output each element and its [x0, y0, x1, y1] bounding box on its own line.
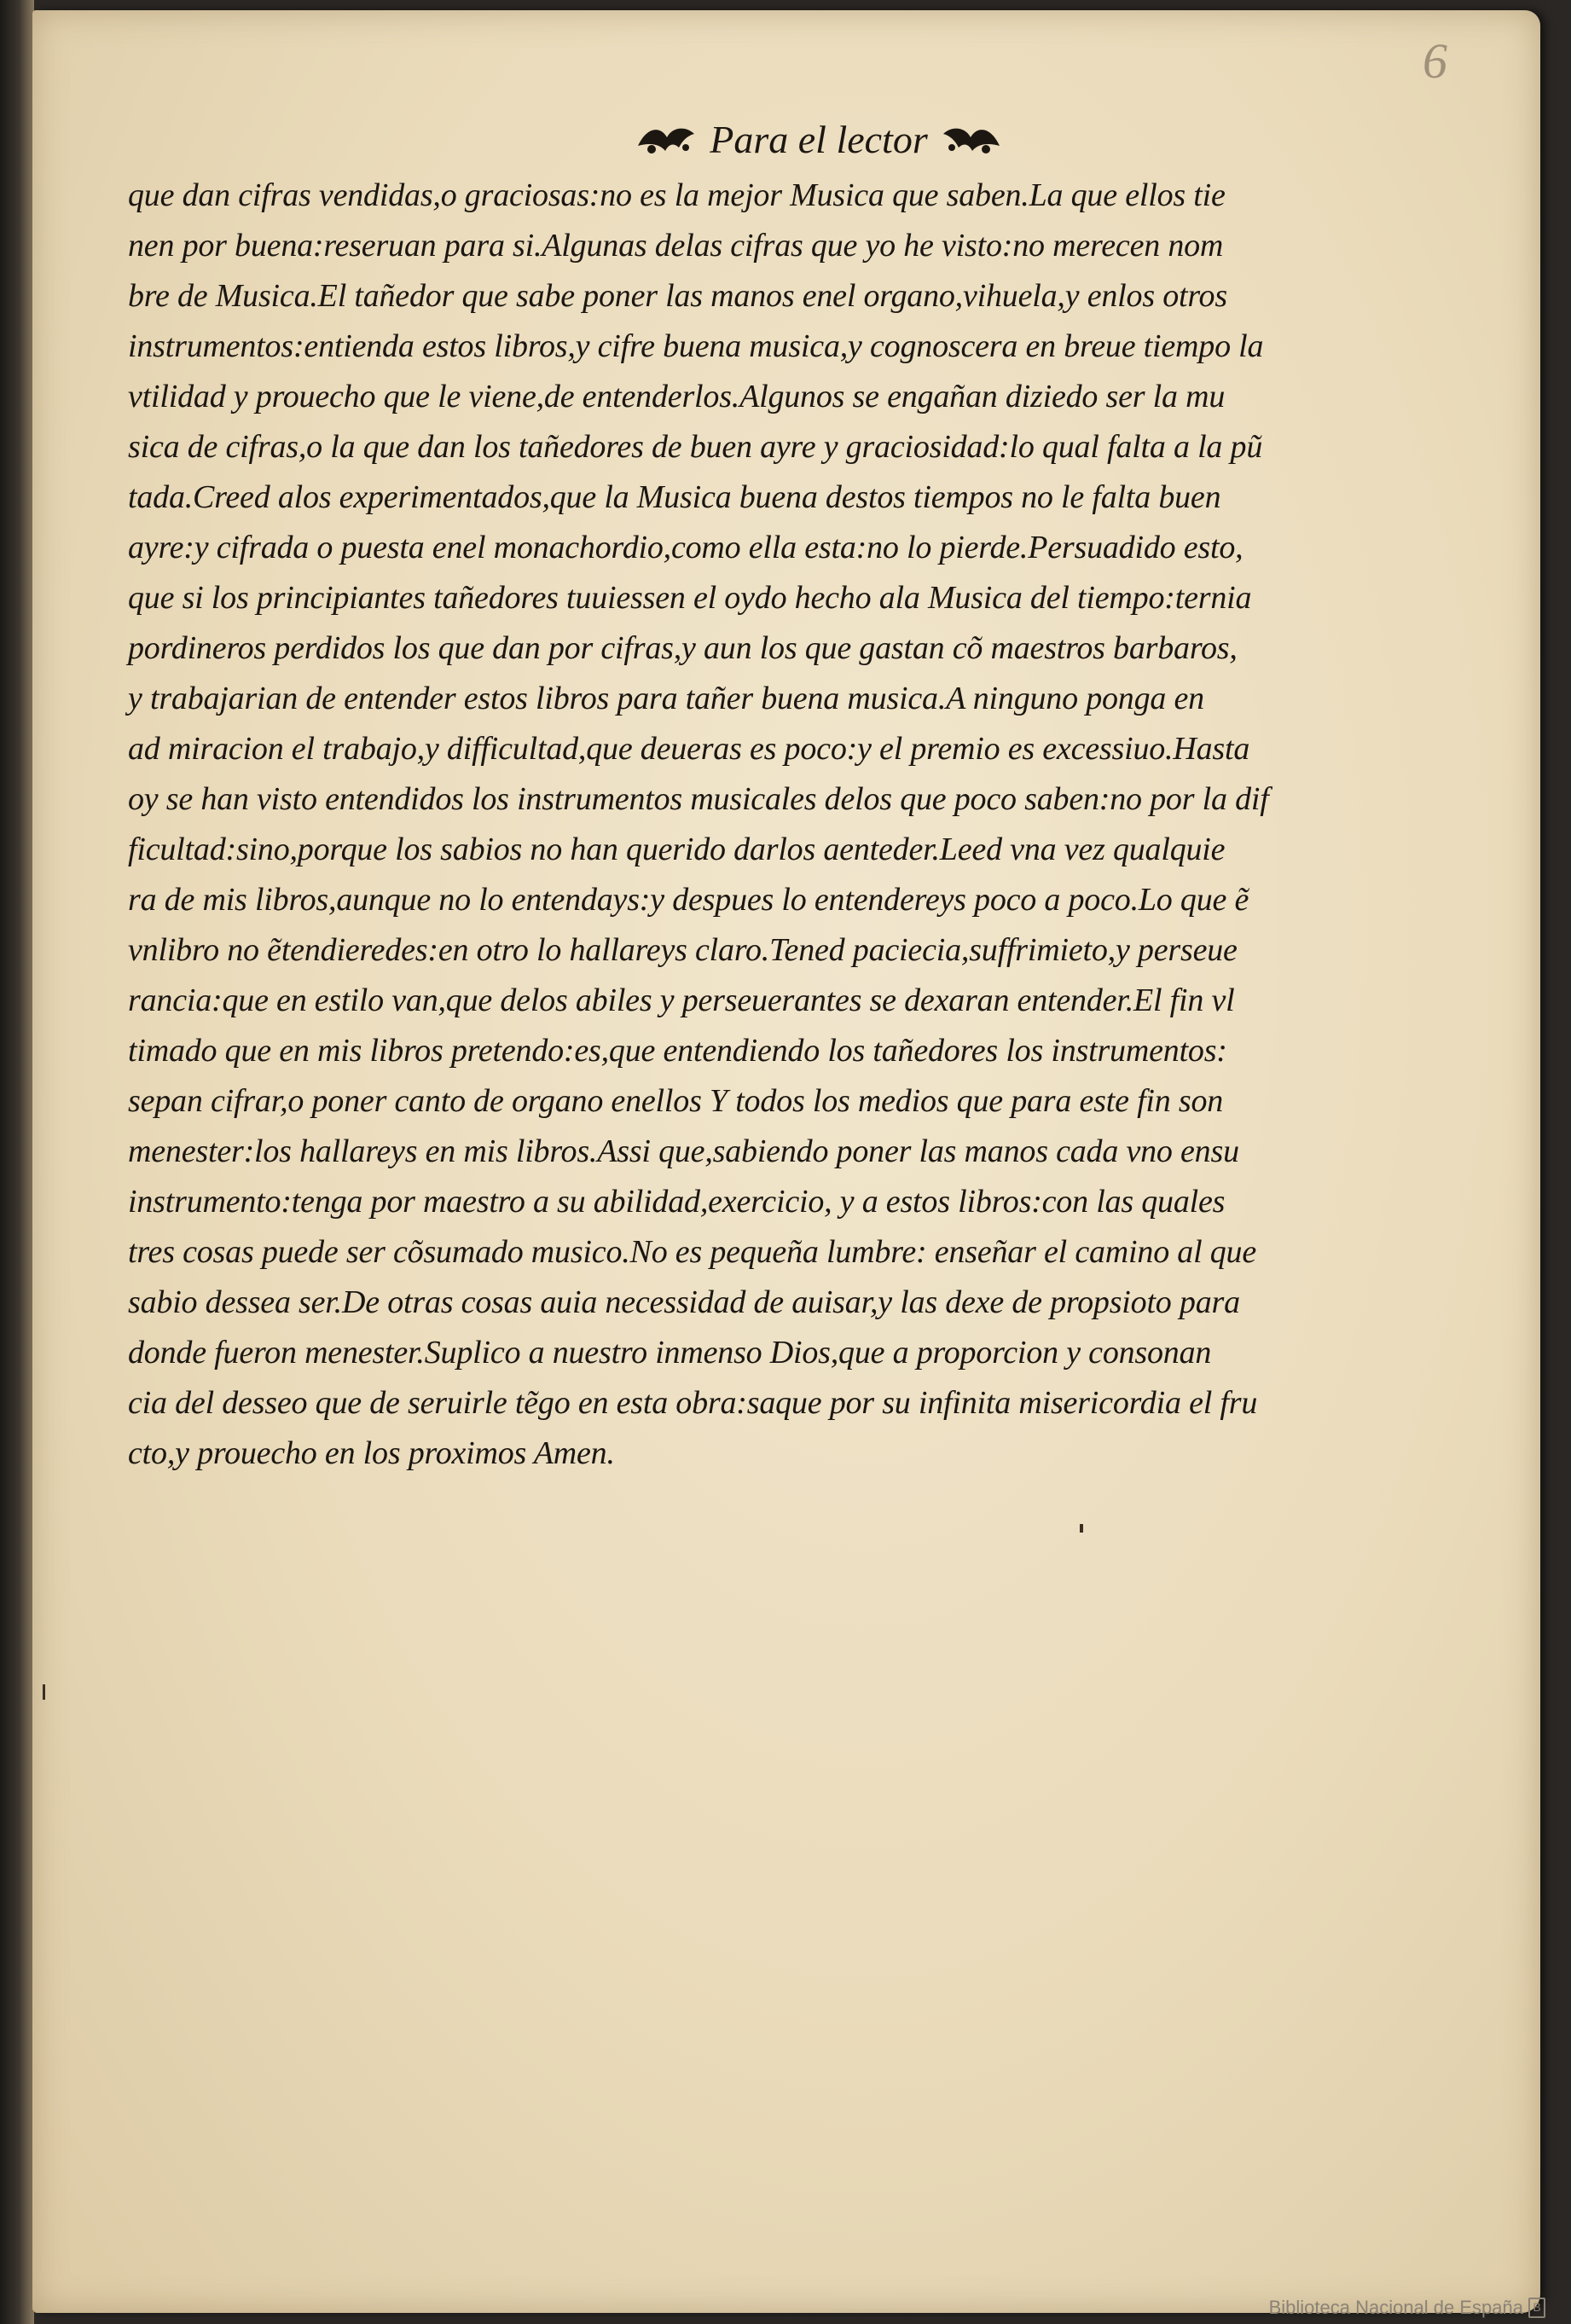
text-line: cto,y prouecho en los proximos Amen. [128, 1435, 615, 1471]
text-line: sica de cifras,o la que dan los tañedores de buen ayre y graciosidad:lo qual falta a la pũ [128, 429, 1263, 465]
text-line: vtilidad y prouecho que le viene,de entenderlos.Algunos se engañan diziedo ser la mu [128, 379, 1226, 414]
text-line: que dan cifras vendidas,o graciosas:no es la mejor Musica que saben.La que ellos tie [128, 177, 1226, 213]
watermark-badge: B [1528, 2298, 1545, 2318]
text-line: instrumentos:entienda estos libros,y cifre buena musica,y cognoscera en breue tiempo la [128, 328, 1264, 364]
text-line: oy se han visto entendidos los instrumentos musicales delos que poco saben:no por la dif [128, 781, 1269, 817]
fleuron-left-icon [635, 120, 701, 158]
text-line: instrumento:tenga por maestro a su abilidad,exercicio, y a estos libros:con las quales [128, 1184, 1226, 1220]
text-line: cia del desseo que de seruirle tẽgo en esta obra:saque por su infinita misericordia el fru [128, 1385, 1258, 1421]
body-text [128, 171, 1382, 1479]
running-head-title: Para el lector [710, 117, 928, 161]
fleuron-right-icon [936, 120, 1003, 158]
running-head [597, 109, 1041, 169]
text-line: nen por buena:reseruan para si.Algunas delas cifras que yo he visto:no merecen nom [128, 228, 1224, 264]
text-line: bre de Musica.El tañedor que sabe poner las manos enel organo,vihuela,y enlos otros [128, 278, 1227, 314]
text-line: menester:los hallareys en mis libros.Assi que,sabiendo poner las manos cada vno ensu [128, 1133, 1239, 1169]
margin-mark [43, 1684, 45, 1700]
text-line: pordineros perdidos los que dan por cifras,y aun los que gastan cõ maestros barbaros, [128, 630, 1238, 666]
text-line: ad miracion el trabajo,y difficultad,que deueras es poco:y el premio es excessiuo.Hasta [128, 731, 1250, 767]
text-line: tada.Creed alos experimentados,que la Musica buena destos tiempos no le falta buen [128, 479, 1221, 515]
text-line: sabio dessea ser.De otras cosas auia necessidad de auisar,y las dexe de propsioto para [128, 1284, 1240, 1320]
text-line: y trabajarian de entender estos libros para tañer buena musica.A ninguno ponga en [128, 681, 1204, 716]
text-line: ra de mis libros,aunque no lo entendays:y despues lo entendereys poco a poco.Lo que ẽ [128, 882, 1249, 918]
text-line: que si los principiantes tañedores tuuiessen el oydo hecho ala Musica del tiempo:ternia [128, 580, 1252, 616]
text-line: donde fueron menester.Suplico a nuestro inmenso Dios,que a proporcion y consonan [128, 1335, 1212, 1371]
margin-mark [1080, 1524, 1083, 1533]
text-line: rancia:que en estilo van,que delos abiles y perseuerantes se dexaran entender.El fin vl [128, 982, 1235, 1018]
bleed-through [288, 1494, 1397, 2159]
text-line: vnlibro no ẽtendieredes:en otro lo hallareys claro.Tened paciecia,suffrimieto,y perseue [128, 932, 1238, 968]
folio-number: 6 [1423, 33, 1447, 89]
library-watermark [1269, 2297, 1545, 2319]
text-line: ayre:y cifrada o puesta enel monachordio,como ella esta:no lo pierde.Persuadido esto, [128, 530, 1243, 565]
text-line: timado que en mis libros pretendo:es,que entendiendo los tañedores los instrumentos: [128, 1033, 1227, 1069]
text-line: ficultad:sino,porque los sabios no han querido darlos aenteder.Leed vna vez qualquie [128, 832, 1226, 867]
text-line: tres cosas puede ser cõsumado musico.No es pequeña lumbre: enseñar el camino al que [128, 1234, 1257, 1270]
text-line: sepan cifrar,o poner canto de organo enellos Y todos los medios que para este fin son [128, 1083, 1224, 1119]
watermark-text: Biblioteca Nacional de España [1268, 2297, 1523, 2318]
book-binding [0, 0, 34, 2324]
